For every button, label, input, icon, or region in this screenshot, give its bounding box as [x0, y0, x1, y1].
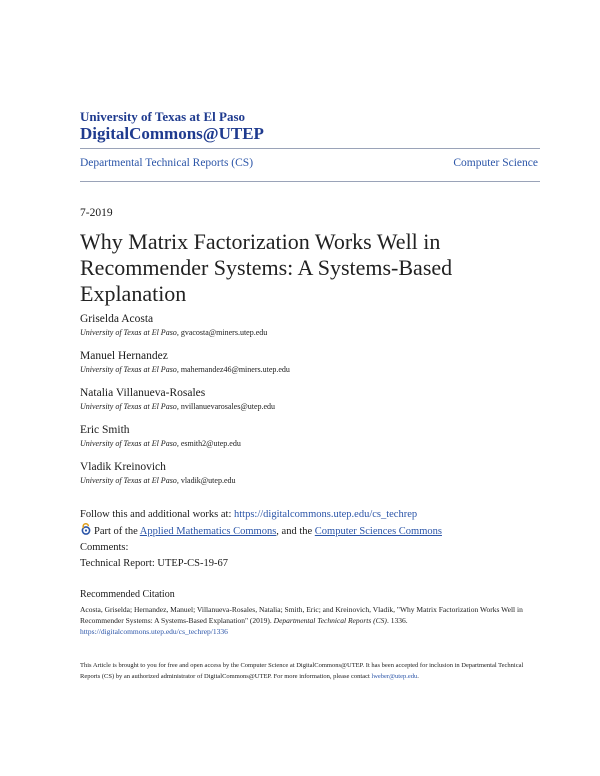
- department-link[interactable]: Computer Science: [453, 157, 538, 169]
- author-entry: [80, 349, 540, 386]
- author-entry: [80, 386, 540, 423]
- contact-email-link[interactable]: lweber@utep.edu: [371, 673, 418, 680]
- institution-header: [80, 110, 264, 144]
- citation-text: [80, 604, 540, 637]
- author-email: nvillanuevarosales@utep.edu: [180, 402, 276, 411]
- recommended-citation: [80, 588, 540, 637]
- citation-heading: Recommended Citation: [80, 589, 175, 600]
- access-notice: [80, 660, 530, 682]
- author-email: esmith2@utep.edu: [180, 439, 241, 448]
- citation-journal: Departmental Technical Reports (CS): [273, 616, 387, 625]
- author-affiliation: University of Texas at El Paso, vladik@utep.edu: [80, 476, 236, 485]
- author-affiliation: University of Texas at El Paso, nvillanuevarosales@utep.edu: [80, 402, 276, 411]
- author-affiliation: University of Texas at El Paso, esmith2@utep.edu: [80, 439, 241, 448]
- collection-link[interactable]: https://digitalcommons.utep.edu/cs_techrep: [234, 509, 418, 520]
- cs-commons-link[interactable]: Computer Sciences Commons: [314, 526, 442, 537]
- author-list: [80, 312, 540, 497]
- series-link[interactable]: Departmental Technical Reports (CS): [80, 157, 254, 169]
- affiliation-name: University of Texas at El Paso: [80, 476, 177, 485]
- author-email: vladik@utep.edu: [180, 476, 236, 485]
- affiliation-name: University of Texas at El Paso: [80, 328, 177, 337]
- author-affiliation: University of Texas at El Paso, mahernandez46@miners.utep.edu: [80, 365, 290, 374]
- part-of-separator: , and the: [276, 526, 315, 537]
- institution-name[interactable]: University of Texas at El Paso: [80, 109, 246, 124]
- affiliation-name: University of Texas at El Paso: [80, 365, 177, 374]
- applied-math-commons-link[interactable]: Applied Mathematics Commons: [139, 526, 277, 537]
- notice-text: This Article is brought to you for free and open access by the Computer Science at DigitalCommons@UTEP. It has been accepted for inclusion in Departmental Technical Reports (CS) by an authorized administrator of DigitalCommons@UTEP. For more information, please contact: [80, 662, 524, 680]
- report-number: Technical Report: UTEP-CS-19-67: [80, 558, 228, 569]
- author-name[interactable]: Natalia Villanueva-Rosales: [80, 387, 206, 399]
- citation-url[interactable]: https://digitalcommons.utep.edu/cs_techrep/1336: [80, 627, 228, 636]
- notice-end: .: [417, 673, 419, 680]
- author-entry: [80, 460, 540, 497]
- affiliation-name: University of Texas at El Paso: [80, 402, 177, 411]
- author-name[interactable]: Eric Smith: [80, 424, 130, 436]
- author-name[interactable]: Manuel Hernandez: [80, 350, 168, 362]
- author-name[interactable]: Griselda Acosta: [80, 313, 154, 325]
- series-divider: [80, 181, 540, 182]
- follow-line: [80, 507, 550, 523]
- affiliation-name: University of Texas at El Paso: [80, 439, 177, 448]
- author-entry: [80, 423, 540, 460]
- author-email: gvacosta@miners.utep.edu: [180, 328, 268, 337]
- publication-date: 7-2019: [80, 207, 113, 219]
- author-name[interactable]: Vladik Kreinovich: [80, 461, 166, 473]
- repository-name[interactable]: DigitalCommons@UTEP: [80, 124, 264, 143]
- author-email: mahernandez46@miners.utep.edu: [180, 365, 290, 374]
- author-affiliation: University of Texas at El Paso, gvacosta@miners.utep.edu: [80, 328, 268, 337]
- part-of-label: Part of the: [94, 526, 140, 537]
- author-entry: [80, 312, 540, 349]
- citation-page: . 1336.: [386, 616, 408, 625]
- citation-body: Acosta, Griselda; Hernandez, Manuel; Villanueva-Rosales, Natalia; Smith, Eric; and Kreinovich, Vladik, "Why Matrix Factorization Works Well in Recommender Systems: A Systems-Based Explanation" (2019).: [80, 605, 523, 625]
- open-access-icon: [80, 523, 92, 535]
- follow-section: [80, 507, 550, 572]
- follow-label: Follow this and additional works at:: [80, 509, 234, 520]
- top-divider: [80, 148, 540, 149]
- paper-title: Why Matrix Factorization Works Well in Recommender Systems: A Systems-Based Explanation: [80, 229, 453, 306]
- part-of-line: [80, 523, 550, 540]
- comments-label: Comments:: [80, 542, 129, 553]
